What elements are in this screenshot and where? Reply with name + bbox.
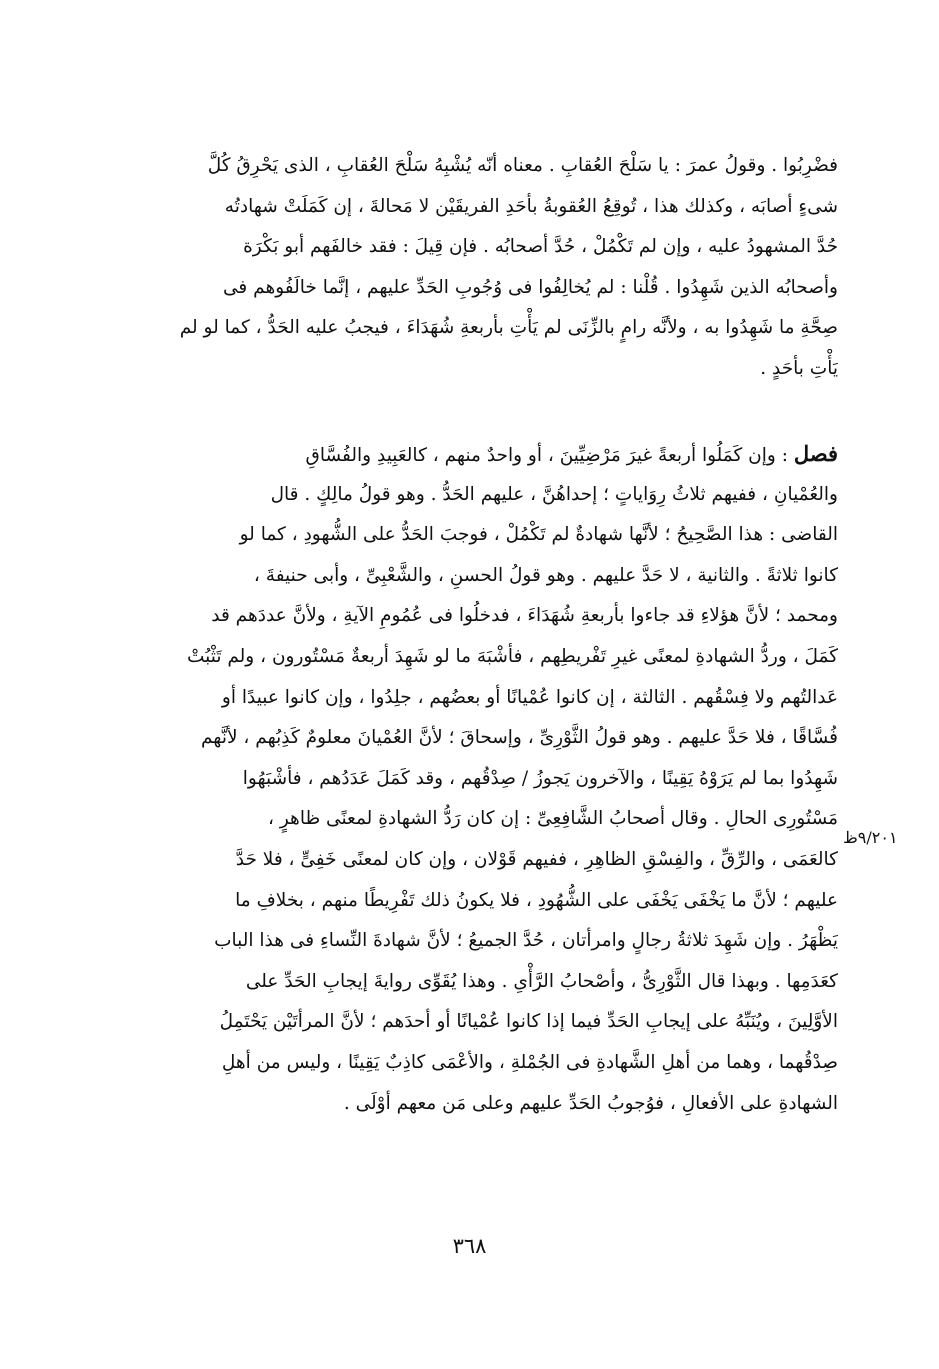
section-label: فصل: [793, 441, 838, 466]
text-line: القاضى : هذا الصَّحِيحُ ؛ لأنَّها شهادةٌ لم تَكْمُلْ ، فوجبَ الحَدُّ على الشُّهودِ ، كما لو: [239, 524, 838, 546]
text-line: مَسْتُورِى الحالِ . وقال أصحابُ الشَّافِعِىِّ : إن كان رَدُّ الشهادةِ لمعنًى ظاهرٍ ،: [268, 808, 838, 830]
page-number: ٣٦٨: [452, 1234, 487, 1258]
text-line-first: [118, 434, 838, 475]
text-line: عَدالتُهم ولا فِسْقُهم . الثالثة ، إن كانوا عُمْيانًا أو بعضُهم ، جلِدُوا ، وإن كانوا عبيدًا أو: [221, 686, 838, 708]
paragraph-fasl: [118, 434, 838, 1124]
text-line: يَأْتِ بأحَدٍ .: [760, 357, 838, 379]
text-line: كعَدَمِها . وبهذا قال الثَّوْرِىُّ ، وأصْحابُ الرَّأْىِ . وهذا يُقَوِّى روايةَ إيجابِ الحَدِّ على: [245, 970, 838, 992]
text-line: كانوا ثلاثةً . والثانية ، لا حَدَّ عليهم . وهو قولُ الحسنِ ، والشَّعْبِىِّ ، وأبى حنيفةَ ،: [253, 564, 838, 586]
text-line: حُدَّ المشهودُ عليه ، وإن لم تَكْمُلْ ، حُدَّ أصحابُه . فإن قِيلَ : فقد خالفَهم أبو بَكْرَة: [243, 236, 838, 258]
text-line: فُسَّاقًا ، فلا حَدَّ عليهم . وهو قولُ الثَّوْرِىِّ ، وإسحاقَ ؛ لأنَّ العُمْيانَ معلومٌ كَذِبُهم ، لأنَّهم: [200, 727, 838, 749]
text-line: الشهادةِ على الأفعالِ ، فوُجوبُ الحَدِّ عليهم وعلى مَن معهم أوْلَى .: [343, 1092, 838, 1114]
text-line: ومحمد ؛ لأنَّ هؤلاءِ قد جاءوا بأربعةِ شُهَدَاءَ ، فدخلُوا فى عُمُومِ الآيةِ ، ولأنَّ عددَهم قد: [211, 605, 838, 627]
text-line: يَظْهَرُ . وإن شَهِدَ ثلاثةُ رجالٍ وامرأتان ، حُدَّ الجميعُ ؛ لأنَّ شهادةَ النِّساءِ فى هذا الباب: [214, 930, 838, 952]
paragraph-continuation: [118, 146, 838, 390]
text-line: كَمَلَ ، وردُّ الشهادةِ لمعنًى غيرِ تَفْريطِهم ، فأشْبَهَ ما لو شَهِدَ أربعةٌ مَسْتُورون ، ولم تَثْبُتْ: [187, 645, 838, 667]
text-line-content: : وإن كَمَلُوا أربعةً غيرَ مَرْضِيِّينَ ، أو واحدٌ منهم ، كالعَبِيدِ والفُسَّاقِ: [305, 445, 788, 466]
text-line: شىءٍ أصابَه ، وكذلك هذا ، تُوقِعُ العُقوبةُ بأحَدِ الفريقَيْن لا مَحالةَ ، إن كَمَلَتْ شهادتُه: [224, 195, 838, 217]
manuscript-folio-note: ٩/٢٠١ظ: [843, 828, 898, 847]
text-line: كالعَمَى ، والرِّقِّ ، والفِسْقِ الظاهِرِ ، ففيهم قَوْلان ، وإن كان لمعنًى خَفِىٍّ ، فلا حَدَّ: [235, 848, 838, 870]
text-line: صِدْقُهما ، وهما من أهلِ الشَّهادةِ فى الجُمْلةِ ، والأعْمَى كاذِبٌ يَقِينًا ، وليس من أهلِ: [221, 1051, 838, 1073]
text-line: والعُمْيانِ ، ففيهم ثلاثُ رِوَاياتٍ ؛ إحداهُنَّ ، عليهم الحَدُّ . وهو قولُ مالِكٍ . قال: [270, 483, 838, 505]
text-line: عليهم ؛ لأنَّ ما يَخْفَى يَخْفَى على الشُّهُودِ ، فلا يكونُ ذلك تَفْرِيطًا منهم ، بخلافِ ما: [235, 889, 838, 911]
text-line: الأوَّلِينَ ، ويُنَبِّهُ على إيجابِ الحَدِّ فيما إذا كانوا عُمْيانًا أو أحدَهم ؛ لأنَّ المرأتَيْن يَحْتَمِلُ: [219, 1011, 838, 1033]
text-line: صِحَّةِ ما شَهِدُوا به ، ولأنَّه رامٍ بالزِّنَى لم يَأْتِ بأربعةِ شُهَدَاءَ ، فيجبُ عليه الحَدُّ ، كما لو لم: [179, 317, 838, 339]
text-line: فضْرِبُوا . وقولُ عمرَ : يا سَلْحَ العُقابِ . معناه أنّه يُشْبِهُ سَلْحَ العُقابِ ، الذى يَحْرِقُ كُلَّ: [207, 155, 838, 176]
text-line: وأصحابُه الذين شَهِدُوا . قُلْنا : لم يُخالِفُوا فى وُجُوبِ الحَدِّ عليهم ، إنَّما خالَفُوهم فى: [222, 276, 838, 298]
text-line: شَهِدُوا بما لم يَرَوْهُ يَقِينًا ، والآخرون يَجوزُ / صِدْقُهم ، وقد كَمَلَ عَدَدُهم ، فأشْبَهُوا: [242, 767, 838, 789]
